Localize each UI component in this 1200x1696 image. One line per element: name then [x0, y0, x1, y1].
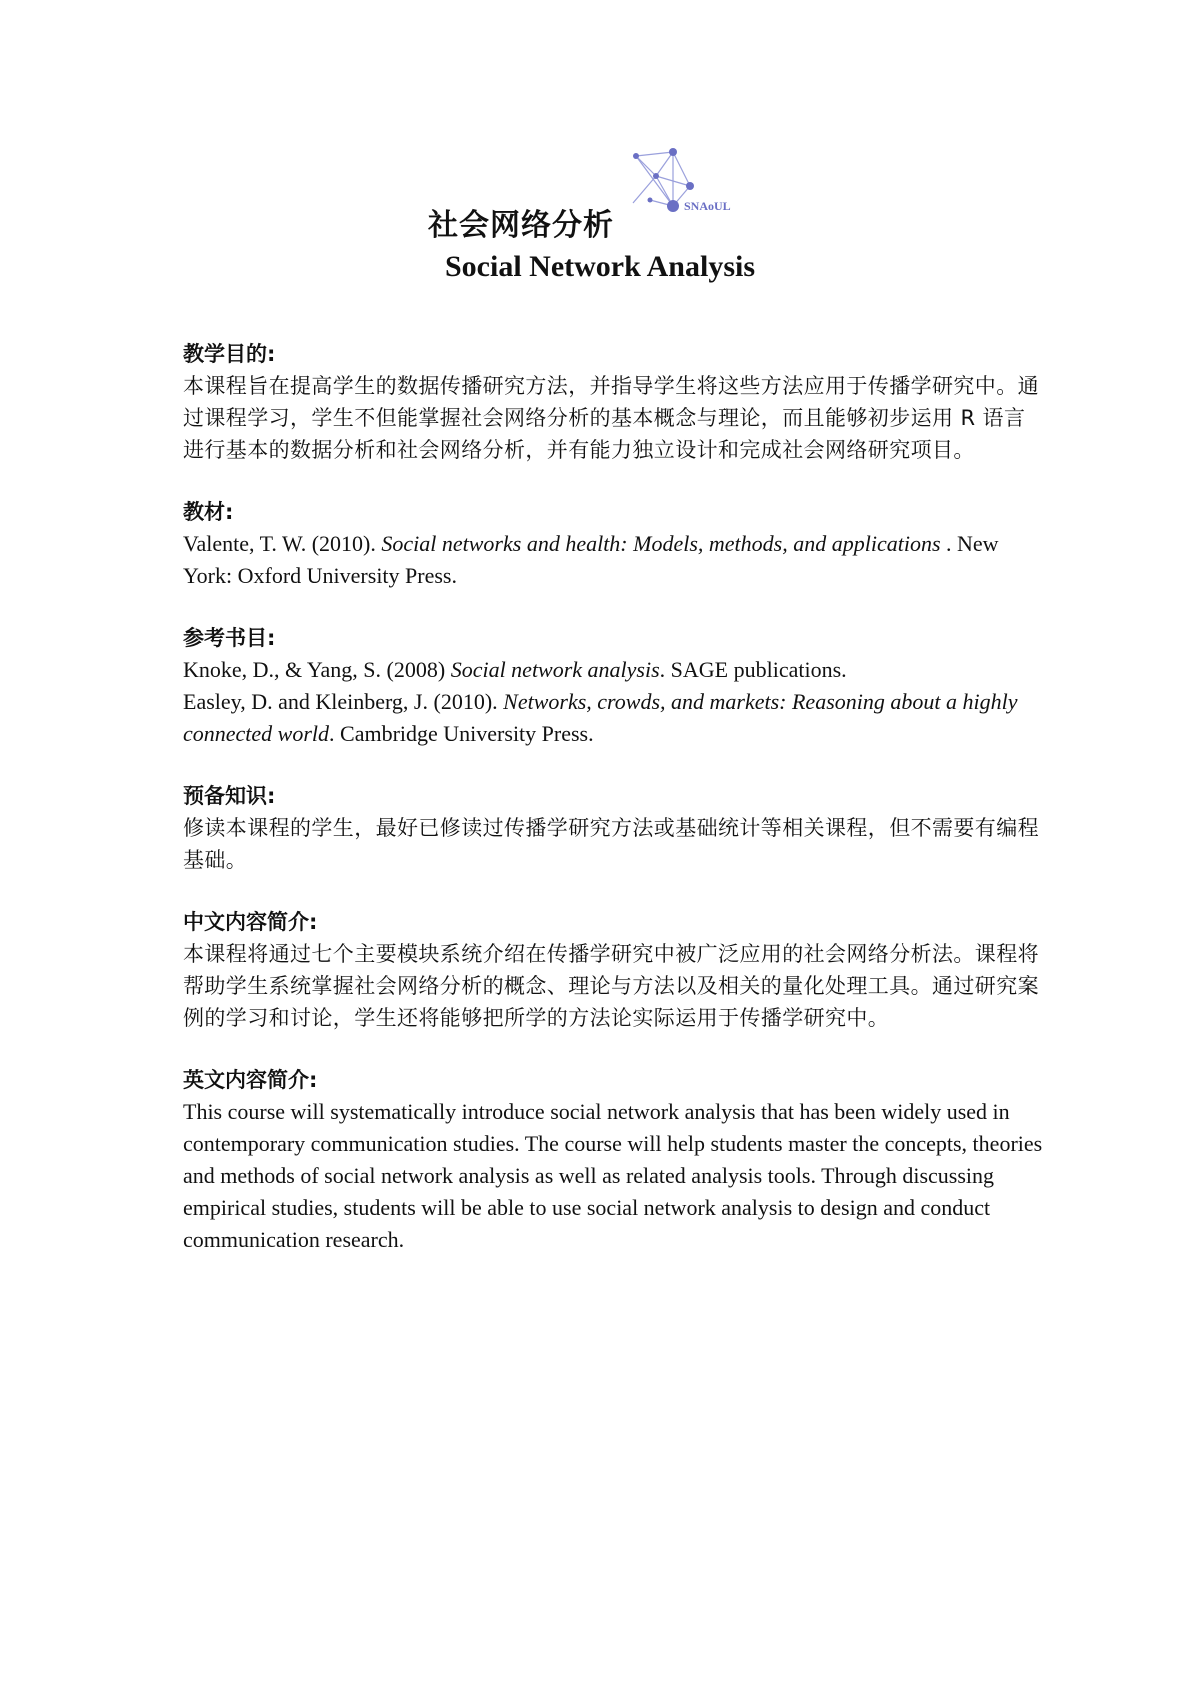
page-title-english: Social Network Analysis — [444, 250, 756, 283]
section-heading: 参考书目: — [183, 626, 276, 650]
section-text: This course will systematically introduce social network analysis that has been widely used in contemporary communication studies. The course will help students master the concepts, theories and methods of social network analysis as well as related analysis tools. Through discussing empirical studies, students will be able to use social network analysis to design and conduct communication research. — [183, 1099, 1043, 1252]
title-row — [0, 148, 1200, 248]
textbook-citation: Valente, T. W. (2010). Social networks and health: Models, methods, and applications . New York: Oxford University Press. — [183, 531, 999, 588]
reference-citation: Knoke, D., & Yang, S. (2008) Social network analysis. SAGE publications. — [183, 657, 847, 682]
section-textbook — [183, 496, 1043, 592]
section-references — [183, 622, 1043, 750]
document-body — [183, 338, 1043, 1286]
section-text: 修读本课程的学生，最好已修读过传播学研究方法或基础统计等相关课程，但不需要有编程基础。 — [183, 816, 1039, 872]
section-prerequisites — [183, 780, 1043, 876]
section-heading: 预备知识: — [183, 784, 276, 808]
page-title-chinese: 社会网络分析 — [428, 208, 614, 243]
section-intro-chinese — [183, 906, 1043, 1034]
section-heading: 教学目的: — [183, 342, 276, 366]
section-text: 本课程将通过七个主要模块系统介绍在传播学研究中被广泛应用的社会网络分析法。课程将帮助学生系统掌握社会网络分析的概念、理论与方法以及相关的量化处理工具。通过研究案例的学习和讨论，学生还将能够把所学的方法论实际运用于传播学研究中。 — [183, 942, 1039, 1030]
reference-citation: Easley, D. and Kleinberg, J. (2010). Networks, crowds, and markets: Reasoning about a highly connected world. Cambridge University Press. — [183, 689, 1018, 746]
section-heading: 教材: — [183, 500, 234, 524]
section-intro-english — [183, 1064, 1043, 1256]
network-logo-icon — [628, 148, 758, 233]
section-heading: 英文内容简介: — [183, 1068, 318, 1092]
section-heading: 中文内容简介: — [183, 910, 318, 934]
logo-text: SNAoUL — [684, 199, 731, 213]
section-objectives — [183, 338, 1043, 466]
section-text: 本课程旨在提高学生的数据传播研究方法，并指导学生将这些方法应用于传播学研究中。通过课程学习，学生不但能掌握社会网络分析的基本概念与理论，而且能够初步运用 R 语言进行基本的数据分析和社会网络分析，并有能力独立设计和完成社会网络研究项目。 — [183, 374, 1039, 462]
